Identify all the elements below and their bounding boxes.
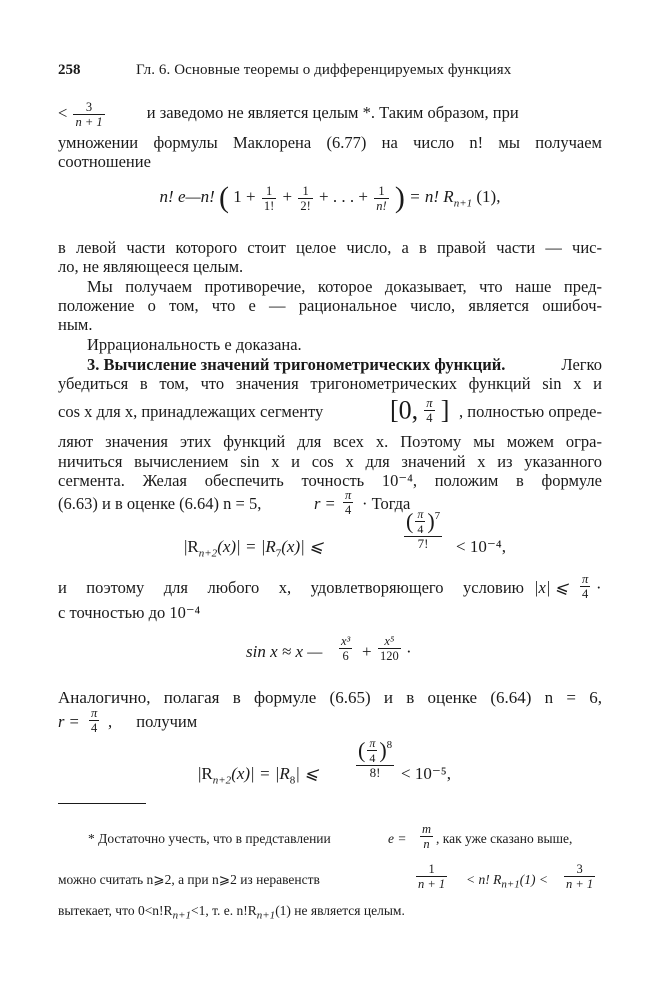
r-equals: r =: [314, 494, 336, 513]
text-line-16: [58, 488, 602, 522]
l20-r: r =: [58, 712, 80, 731]
segment-close: ]: [440, 395, 450, 425]
f1-arg: (1),: [476, 186, 501, 206]
text-line-14: ничиться вычислением sin x и cos x для значений x из указанного: [58, 452, 602, 471]
text-line-7: положение о том, что е — рациональное число, является ошибоч-: [58, 296, 602, 315]
footnote-rule: [58, 803, 146, 804]
num: 1: [262, 184, 276, 199]
l12-text-a: cos x для x, принадлежащих сегменту: [58, 402, 324, 421]
den: 4: [91, 721, 98, 735]
section-heading: 3. Вычисление значений тригонометрических функций.: [87, 355, 506, 374]
paren-open: (: [219, 181, 230, 214]
f2-right: < 10⁻⁴,: [456, 537, 506, 556]
den: 4: [345, 503, 352, 517]
text-line-13: ляют значения этих функций для всех x. Поэтому мы можем огра-: [58, 432, 602, 451]
f1-dots: + . . . +: [319, 186, 368, 206]
f2-num: ( $\frac{\pi}{4}$ )$^7$: [406, 507, 441, 536]
f1-sub: n+1: [453, 197, 473, 210]
fn2-mid: [466, 871, 548, 894]
text-line-8: ным.: [58, 315, 93, 334]
fraction-3-over-n-plus-1: [73, 100, 104, 129]
text-line-2: умножении формулы Маклорена (6.77) на число n! мы получаем: [58, 133, 602, 152]
less-than-sign: <: [58, 103, 68, 123]
l17-text: и поэтому для любого x, удовлетворяющего условию: [58, 578, 524, 597]
formula-remainder-8: [58, 736, 602, 800]
f3-plus: +: [362, 642, 372, 661]
f4-mid: (x)| = |R: [231, 764, 290, 783]
num: 3: [564, 862, 595, 877]
segment-open: [0,: [390, 395, 419, 425]
text-line-5: ло, не являющееся целым.: [58, 257, 244, 276]
exp: 8: [386, 739, 393, 752]
l17-pi-over-4: [580, 572, 590, 601]
text-line-3: соотношение: [58, 152, 151, 171]
f2-bound-fraction: [404, 507, 442, 551]
f3-left: sin x ≈ x —: [246, 642, 323, 661]
num: 1: [416, 862, 447, 877]
text-line-20: [58, 706, 602, 736]
f3-frac-2: [378, 634, 401, 663]
l12-text-b: , полностью опреде-: [459, 402, 602, 421]
den: n + 1: [566, 877, 594, 891]
num: x³: [341, 634, 351, 648]
f2-sub1: n+2: [198, 547, 218, 560]
f2-left: |R: [184, 537, 199, 556]
text-line-12: [58, 396, 602, 430]
fn1-m-over-n: [420, 822, 433, 851]
den: 1!: [263, 198, 275, 213]
f4-bound-fraction: [356, 736, 394, 780]
f4-den: 8!: [369, 765, 381, 780]
f1-plus: +: [282, 186, 293, 206]
f4-sub2: 8: [289, 774, 296, 787]
f2-mid: (x)| = |R: [217, 537, 276, 556]
l16-text-a: (6.63) и в оценке (6.64) n = 5,: [58, 494, 262, 513]
text-line-4: в левой части которого стоит целое число, а в правой части — чис-: [58, 238, 602, 257]
text-line-11: убедиться в том, что значения тригонометрических функций sin x и: [58, 374, 602, 393]
f4-left: |R: [198, 764, 213, 783]
num: π: [369, 736, 376, 750]
page-number: 258: [58, 62, 81, 78]
num: π: [91, 706, 98, 720]
formula-sin-approx: [58, 634, 602, 674]
text-line-1: [58, 100, 602, 129]
f2-den: 7!: [417, 536, 429, 551]
fn2-sub: n+1: [501, 878, 520, 891]
num: π: [582, 572, 589, 586]
fraction-numerator: 3: [73, 100, 104, 115]
fn3-sub: n+1: [172, 909, 191, 922]
f4-lhs: [198, 764, 318, 786]
f1-frac-1: [262, 184, 276, 213]
running-title: Гл. 6. Основные теоремы о дифференцируемых функциях: [136, 62, 512, 78]
formula-remainder-7: [58, 507, 602, 575]
num: 1: [374, 184, 388, 199]
l20-text: , получим: [108, 712, 198, 731]
den: 4: [582, 587, 589, 601]
f1-left: n! e—n!: [159, 186, 215, 206]
den: 4: [417, 522, 424, 536]
fraction-denominator: n + 1: [75, 115, 103, 129]
num: x⁵: [378, 634, 401, 649]
num: m: [422, 822, 432, 836]
l16-text-b: · Тогда: [362, 494, 411, 513]
r-pi-over-4: [343, 488, 353, 517]
footnote-line-1: [88, 822, 602, 858]
den: 6: [342, 649, 349, 663]
footnote-line-2: [58, 862, 602, 898]
den: n: [423, 837, 430, 851]
text-line-18: с точностью до 10⁻⁴: [58, 603, 201, 622]
fn2-frac-2: [564, 862, 595, 891]
line-1-text: и заведомо не является целым *. Таким образом, при: [146, 103, 519, 123]
f2-mid2: (x)| ⩽: [281, 537, 324, 556]
f4-num: ( $\frac{\pi}{4}$ )$^8$: [358, 736, 393, 765]
fn1-text-a: * Достаточно учесть, что в представлении: [88, 831, 331, 846]
paren-close: ): [394, 181, 405, 214]
fn3-sub2: n+1: [256, 909, 276, 922]
fn2-mid2: (1) <: [519, 872, 549, 887]
text-line-9: Иррациональность е доказана.: [87, 335, 302, 354]
formula-maclaurin: [58, 181, 602, 215]
fn2-mid-text: < n! R: [466, 872, 502, 887]
f2-lhs: [184, 537, 323, 559]
l20-pi-over-4: [89, 706, 99, 735]
f2-sub2: 7: [275, 547, 282, 560]
den: 120: [380, 649, 399, 663]
den: n!: [376, 198, 387, 213]
f4-sub1: n+2: [212, 774, 232, 787]
fn3-text-a: вытекает, что 0<n!R: [58, 903, 173, 918]
f4-right: < 10⁻⁵,: [401, 764, 451, 783]
text-line-19: Аналогично, полагая в формуле (6.65) и в оценке (6.64) n = 6,: [58, 688, 602, 707]
f1-right: = n! R: [409, 186, 454, 206]
exp: 7: [434, 510, 441, 523]
den: 2!: [300, 198, 311, 213]
num: π: [417, 507, 424, 521]
f1-one: 1 +: [233, 186, 256, 206]
num: π: [426, 396, 433, 410]
den: 4: [369, 751, 376, 765]
fn2-frac-1: [416, 862, 447, 891]
f4-mid2: | ⩽: [295, 764, 319, 783]
text-line-15: сегмента. Желая обеспечить точность 10⁻⁴, положим в формуле: [58, 471, 602, 490]
f1-frac-3: [374, 184, 388, 213]
den: 4: [426, 411, 433, 425]
footnote-line-3: [58, 902, 602, 925]
f3-dot: ·: [406, 642, 412, 661]
fn1-e: e =: [388, 831, 407, 846]
fn3-text-c: (1) не является целым.: [275, 903, 405, 918]
num: π: [345, 488, 352, 502]
den: n + 1: [418, 877, 446, 891]
l17-dot: ·: [596, 578, 602, 597]
heading-line-rest: Легко: [561, 355, 602, 374]
f1-frac-2: [298, 184, 312, 213]
fn2-text-a: можно считать n⩾2, а при n⩾2 из неравенств: [58, 872, 320, 887]
text-line-6: Мы получаем противоречие, которое доказывает, что наше пред-: [87, 277, 602, 296]
section-heading-line: [87, 355, 602, 375]
num: 1: [298, 184, 312, 199]
fn3-text-b: <1, т. е. n!R: [191, 903, 257, 918]
text-line-17: [58, 574, 602, 604]
segment-0-pi4: [390, 396, 449, 425]
f3-frac-1: [339, 634, 352, 663]
fn1-text-b: , как уже сказано выше,: [436, 831, 573, 846]
pi-over-4: [424, 396, 434, 425]
l17-cond: |x| ⩽: [534, 578, 569, 597]
